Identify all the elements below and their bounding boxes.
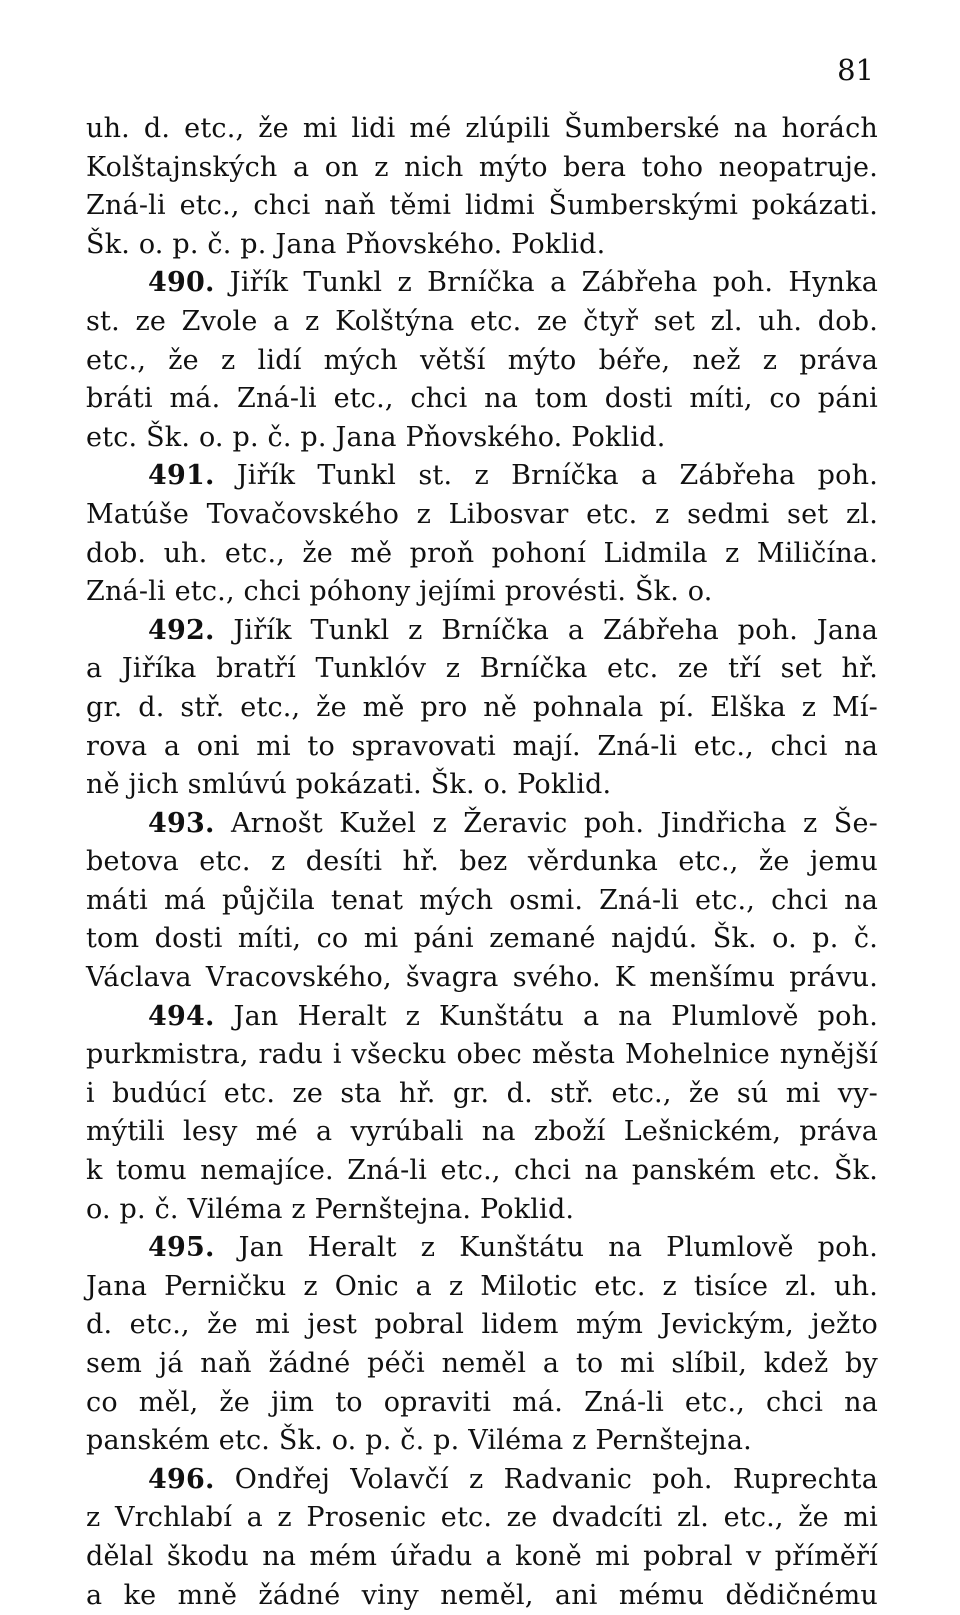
text-line	[86, 1384, 878, 1423]
entry-start-line	[86, 1229, 878, 1268]
line-text: Zná-li etc., chci póhony jejími provésti. Šk. o.	[86, 576, 713, 608]
text-line	[86, 1306, 878, 1345]
line-text: dob. uh. etc., že mě proň pohoní Lidmila z Miličína.	[86, 537, 878, 569]
line-text: Jana Perničku z Onic a z Milotic etc. z tisíce zl. uh.	[86, 1270, 878, 1302]
line-text: a Jiříka bratří Tunklóv z Brníčka etc. ze tří set hř.	[86, 653, 878, 685]
text-line	[86, 959, 878, 998]
text-line	[86, 1577, 878, 1615]
line-text: mýtili lesy mé a vyrúbali na zboží Lešnickém, práva	[86, 1116, 878, 1148]
text-line	[86, 496, 878, 535]
text-line	[86, 766, 878, 805]
entry-start-line	[86, 1461, 878, 1500]
line-text: Arnošt Kužel z Žeravic poh. Jindřicha z Še-	[214, 807, 878, 839]
line-text: sem já naň žádné péči neměl a to mi slíbil, kdež by	[86, 1348, 878, 1379]
entry-number: 491.	[148, 460, 215, 492]
page-number: 81	[837, 53, 874, 87]
text-line	[86, 1075, 878, 1114]
text-line	[86, 1345, 878, 1384]
text-line	[86, 1538, 878, 1577]
text-line	[86, 1113, 878, 1152]
text-line	[86, 1268, 878, 1307]
line-text: Kolštajnských a on z nich mýto bera toho neopatruje.	[86, 151, 878, 183]
line-text: Václava Vracovského, švagra svého. K menšímu právu.	[86, 962, 878, 994]
line-text: bráti má. Zná-li etc., chci na tom dosti míti, co páni	[86, 383, 878, 415]
line-text: panském etc. Šk. o. p. č. p. Viléma z Pernštejna.	[86, 1425, 752, 1457]
line-text: Zná-li etc., chci naň těmi lidmi Šumberskými pokázati.	[86, 190, 878, 222]
entry-number: 490.	[148, 267, 215, 299]
text-line	[86, 1152, 878, 1191]
text-line	[86, 149, 878, 188]
text-line	[86, 419, 878, 458]
line-text: tom dosti míti, co mi páni zemané najdú. Šk. o. p. č.	[86, 923, 878, 955]
text-line	[86, 187, 878, 226]
text-line	[86, 1422, 878, 1461]
line-text: purkmistra, radu i všecku obec města Mohelnice nynější	[86, 1039, 878, 1071]
text-line	[86, 882, 878, 921]
line-text: Ondřej Volavčí z Radvanic poh. Ruprechta	[214, 1463, 878, 1495]
text-line	[86, 843, 878, 882]
entry-start-line	[86, 612, 878, 651]
body-text	[86, 110, 878, 1615]
text-line	[86, 1036, 878, 1075]
line-text: uh. d. etc., že mi lidi mé zlúpili Šumberské na horách	[86, 113, 878, 144]
line-text: co měl, že jim to opraviti má. Zná-li etc., chci na	[86, 1386, 878, 1418]
line-text: o. p. č. Viléma z Pernštejna. Poklid.	[86, 1193, 575, 1225]
line-text: etc., že z lidí mých větší mýto béře, než z práva	[86, 344, 878, 376]
entry-start-line	[86, 805, 878, 844]
line-text: gr. d. stř. etc., že mě pro ně pohnala pí. Elška z Mí-	[86, 691, 878, 723]
text-line	[86, 226, 878, 265]
line-text: rova a oni mi to spravovati mají. Zná-li etc., chci na	[86, 730, 878, 762]
line-text: Jiřík Tunkl z Brníčka a Zábřeha poh. Jana	[214, 614, 878, 646]
text-line	[86, 110, 878, 149]
text-line	[86, 650, 878, 689]
line-text: k tomu nemajíce. Zná-li etc., chci na panském etc. Šk.	[86, 1155, 878, 1187]
entry-number: 492.	[148, 614, 215, 646]
line-text: dělal škodu na mém úřadu a koně mi pobral v příměří	[86, 1540, 878, 1572]
line-text: etc. Šk. o. p. č. p. Jana Pňovského. Poklid.	[86, 421, 666, 453]
text-line	[86, 303, 878, 342]
text-line	[86, 573, 878, 612]
line-text: d. etc., že mi jest pobral lidem mým Jevickým, ježto	[86, 1309, 878, 1341]
text-line	[86, 1191, 878, 1230]
line-text: Šk. o. p. č. p. Jana Pňovského. Poklid.	[86, 228, 606, 260]
line-text: z Vrchlabí a z Prosenic etc. ze dvadcíti zl. etc., že mi	[86, 1502, 878, 1534]
line-text: máti má půjčila tenat mých osmi. Zná-li etc., chci na	[86, 884, 878, 916]
text-line	[86, 342, 878, 381]
line-text: i budúcí etc. ze sta hř. gr. d. stř. etc., že sú mi vy-	[86, 1077, 878, 1109]
entry-number: 494.	[148, 1000, 215, 1032]
entry-start-line	[86, 264, 878, 303]
entry-start-line	[86, 457, 878, 496]
line-text: Matúše Tovačovského z Libosvar etc. z sedmi set zl.	[86, 498, 878, 530]
text-line	[86, 920, 878, 959]
line-text: ně jich smlúvú pokázati. Šk. o. Poklid.	[86, 769, 612, 801]
text-line	[86, 1499, 878, 1538]
line-text: Jan Heralt z Kunštátu a na Plumlově poh.	[214, 1000, 878, 1032]
text-line	[86, 689, 878, 728]
line-text: Jiřík Tunkl st. z Brníčka a Zábřeha poh.	[214, 460, 878, 492]
line-text: Jiřík Tunkl z Brníčka a Zábřeha poh. Hynka	[214, 267, 878, 299]
text-line	[86, 535, 878, 574]
entry-number: 495.	[148, 1232, 215, 1264]
entry-number: 496.	[148, 1463, 215, 1495]
line-text: betova etc. z desíti hř. bez věrdunka etc., že jemu	[86, 846, 878, 878]
entry-number: 493.	[148, 807, 215, 839]
line-text: a ke mně žádné viny neměl, ani mému dědičnému	[86, 1579, 878, 1611]
text-line	[86, 380, 878, 419]
entry-start-line	[86, 998, 878, 1037]
text-line	[86, 728, 878, 767]
line-text: Jan Heralt z Kunštátu na Plumlově poh.	[214, 1232, 878, 1264]
line-text: st. ze Zvole a z Kolštýna etc. ze čtyř set zl. uh. dob.	[86, 305, 878, 337]
